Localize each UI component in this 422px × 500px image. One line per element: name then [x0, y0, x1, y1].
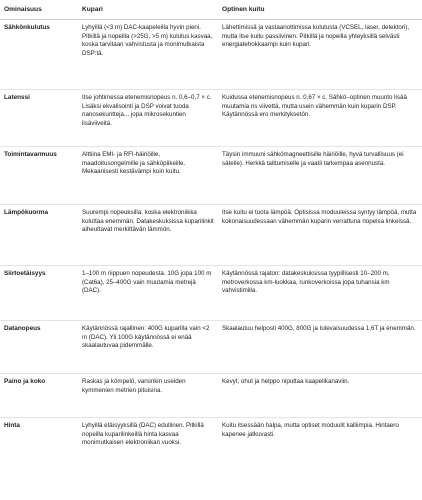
header-fiber: Optinen kuitu — [222, 5, 265, 13]
row-property: Toimintavarmuus — [4, 151, 57, 158]
row-copper: Alttiina EMI- ja RFI-häiriöille, maadoitusongelmille ja sähköpiikeille. Mekaanisesti kestävämpi kuin kuitu. — [82, 151, 186, 176]
table-row — [0, 321, 422, 374]
row-copper: Raskas ja kömpelö, varsinkin useiden kymmenien metrien pituisina. — [82, 378, 186, 394]
table-row — [0, 374, 422, 418]
table-row — [0, 90, 422, 147]
header-property: Ominaisuus — [4, 5, 42, 13]
row-fiber: Käytännössä rajaton: datakeskuksissa tyypillisesti 10–200 m, metroverkossa km-luokkaa, runkoverkoissa jopa tuhansia km vahvistimilla. — [222, 270, 390, 295]
table-row — [0, 266, 422, 321]
row-fiber: Skaalautuu helposti 400G, 800G ja tulevaisuudessa 1,6T ja enemmän. — [222, 325, 416, 332]
row-property: Latenssi — [4, 94, 30, 101]
row-copper: Suurempi nopeuksilla, koska elektroniikka kuluttaa enemmän. Datakeskuksissa kuparilinkit aiheuttavat merkittävän lämmön. — [82, 209, 214, 234]
row-property: Lämpökuorma — [4, 209, 49, 216]
row-copper: 1–100 m riippuen nopeudesta. 10G jopa 100 m (Cat6a), 25–400G vain muutamia metrejä (DAC). — [82, 270, 212, 295]
row-property: Paino ja koko — [4, 378, 46, 385]
header-copper: Kupari — [82, 5, 103, 13]
table-row — [0, 20, 422, 90]
row-copper: Lyhyillä etäisyyksillä (DAC) edullinen. Pitkillä nopeilla kuparilinkeillä hinta kasvaa monimutkaisen elektroniikan vuoksi. — [82, 422, 204, 447]
row-property: Sähkönkulutus — [4, 24, 50, 31]
row-copper: Käytännössä rajallinen: 400G kuparilla vain <2 m (DAC). Yli 100G käytännössä ei enää skaalautuvaa pidemmälle. — [82, 325, 210, 350]
row-property: Hinta — [4, 422, 20, 429]
row-fiber: Itse kuitu ei tuota lämpöä. Optisissa moduuleissa syntyy lämpöä, mutta kokonaisuudessaan vähemmän kuparin verrattuna nopeisa linkeissä. — [222, 209, 417, 225]
row-property: Siirtoetäisyys — [4, 270, 46, 277]
row-fiber: Kuitu itsessään halpa, mutta optiset moduulit kalliimpia. Hintaero kapenee jatkuvasti. — [222, 422, 399, 438]
row-fiber: Täysin immuuni sähkömagneettisille häiriöille, hyvä turvallisuus (ei säteile). Herkkä taittumiselle ja vaatii tarkempaa asennusta. — [222, 151, 404, 167]
row-fiber: Kevyt, ohut ja helppo niputtaa kaapelikanaviin. — [222, 378, 350, 385]
table-row — [0, 205, 422, 266]
row-property: Datanopeus — [4, 325, 41, 332]
table-row — [0, 147, 422, 205]
row-fiber: Lähettimissä ja vastaanottimissa kulutusta (VCSEL, laser, detektori), mutta itse kuitu passiivinen. Pitkillä ja nopeilla yhteyksillä selvästi energiatehokkaampi kuin kupari. — [222, 24, 410, 49]
table-row — [0, 418, 422, 499]
row-fiber: Kuidussa etenemisnopeus n. 0,67 × c. Sähkö–optinen muunto lisää muutamia ns viivettä, mutta usein vähemmän kuin kuparin DSP. Käytännössä ero merkityksetön. — [222, 94, 407, 119]
table-header — [0, 0, 422, 20]
row-copper: Lyhyillä (<3 m) DAC-kaapeleilla hyvin pieni. Pitkillä ja nopeilla (>25G, >5 m) kulutus kasvaa, koska tarvitaan vahvistusta ja monimutkaista DSP:tä. — [82, 24, 213, 57]
row-copper: Itse johtimessa etenemisnopeus n. 0,6–0,7 × c. Lisäksi ekvalisointi ja DSP voivat tuoda nanosekuntteja... jopa mikrosekuntien lisäviiveitä. — [82, 94, 212, 127]
